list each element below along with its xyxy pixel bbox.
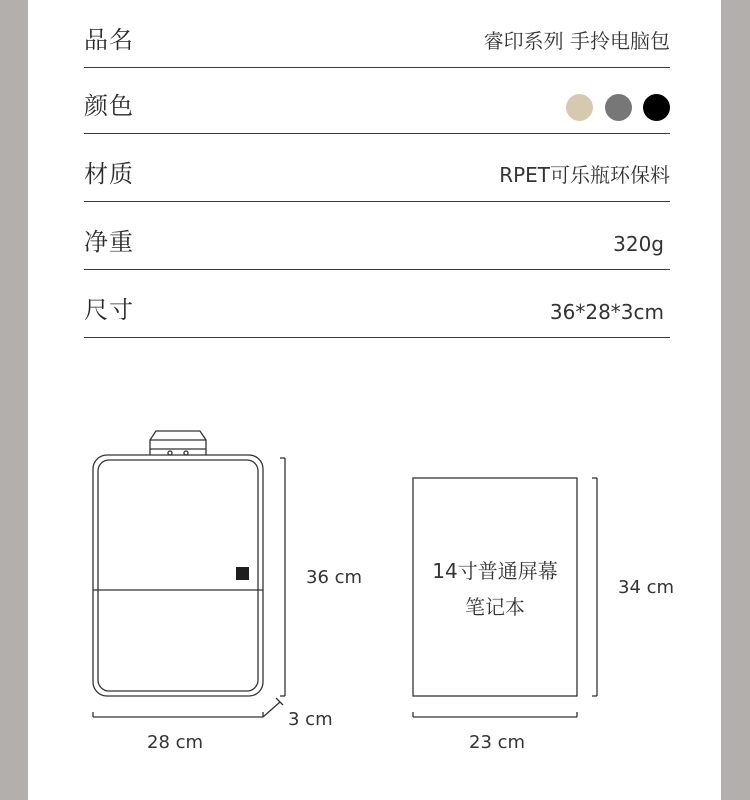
bag-width-label: 28 cm bbox=[147, 732, 204, 753]
spec-value-weight: 320g bbox=[613, 232, 664, 256]
spec-label-name: 品名 bbox=[84, 26, 134, 54]
bag-height-dimension-line bbox=[280, 458, 285, 696]
laptop-width-label: 23 cm bbox=[469, 732, 526, 753]
bag-width-dimension-line bbox=[93, 712, 263, 717]
spec-value-name: 睿印系列 手拎电脑包 bbox=[483, 29, 670, 53]
bag-depth-dimension-line bbox=[263, 698, 283, 717]
spec-value-material: RPET可乐瓶环保料 bbox=[499, 163, 670, 187]
spec-label-color: 颜色 bbox=[84, 92, 134, 120]
spec-label-material: 材质 bbox=[84, 160, 134, 188]
spec-value-size: 36*28*3cm bbox=[549, 300, 664, 324]
laptop-width-dimension-line bbox=[413, 712, 577, 717]
bag-inner-outline bbox=[98, 460, 258, 691]
laptop-height-dimension-line bbox=[592, 478, 597, 696]
bag-handle bbox=[150, 431, 206, 455]
spec-label-weight: 净重 bbox=[84, 228, 134, 256]
laptop-description: 14寸普通屏幕 笔记本 bbox=[432, 559, 558, 619]
spec-label-size: 尺寸 bbox=[84, 296, 134, 324]
bag-height-label: 36 cm bbox=[306, 567, 363, 588]
laptop-height-label: 34 cm bbox=[618, 577, 675, 598]
bag-logo-tag bbox=[236, 567, 249, 580]
bag-depth-label: 3 cm bbox=[288, 709, 333, 730]
